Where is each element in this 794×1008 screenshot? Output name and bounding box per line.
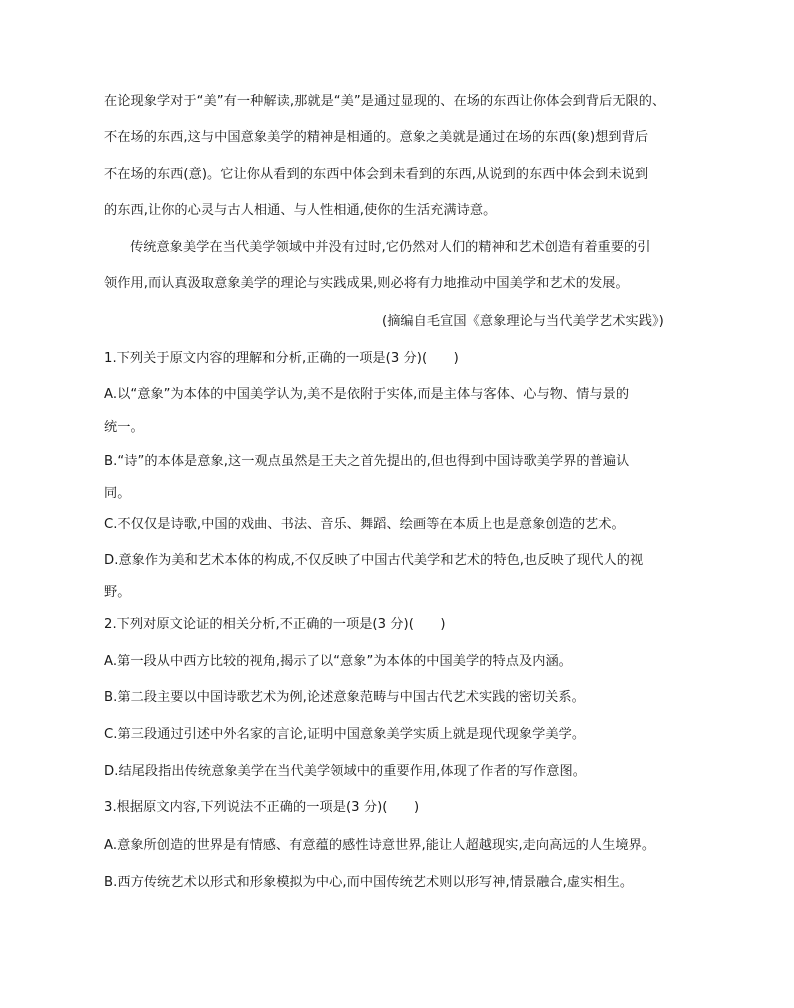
passage-line: 领作用,而认真汲取意象美学的理论与实践成果,则必将有力地推动中国美学和艺术的发展。 [104,276,629,291]
passage-line: 传统意象美学在当代美学领域中并没有过时,它仍然对人们的精神和艺术创造有着重要的引 [130,240,651,255]
option-b: B.“诗”的本体是意象,这一观点虽然是王夫之首先提出的,但也得到中国诗歌美学界的普遍认 [104,454,630,469]
passage-line: 不在场的东西,这与中国意象美学的精神是相通的。意象之美就是通过在场的东西(象)想到背后 [104,130,649,145]
option-b: B.第二段主要以中国诗歌艺术为例,论述意象范畴与中国古代艺术实践的密切关系。 [104,690,585,705]
option-b: B.西方传统艺术以形式和形象模拟为中心,而中国传统艺术则以形写神,情景融合,虚实相生。 [104,875,634,890]
option-d: D.结尾段指出传统意象美学在当代美学领域中的重要作用,体现了作者的写作意图。 [104,764,586,779]
option-a: A.以“意象”为本体的中国美学认为,美不是依附于实体,而是主体与客体、心与物、情与景的 [104,387,630,402]
question-stem: 3.根据原文内容,下列说法不正确的一项是(3 分)( ) [104,800,420,815]
question-stem: 2.下列对原文论证的相关分析,不正确的一项是(3 分)( ) [104,617,446,632]
option-d: D.意象作为美和艺术本体的构成,不仅反映了中国古代美学和艺术的特色,也反映了现代人的视 [104,553,644,568]
source-citation: (摘编自毛宣国《意象理论与当代美学艺术实践》) [382,314,664,329]
passage-line: 在论现象学对于“美”有一种解读,那就是“美”是通过显现的、在场的东西让你体会到背后无限的、 [104,94,666,109]
question-stem: 1.下列关于原文内容的理解和分析,正确的一项是(3 分)( ) [104,351,459,366]
option-a: A.第一段从中西方比较的视角,揭示了以“意象”为本体的中国美学的特点及内涵。 [104,654,572,669]
passage-line: 不在场的东西(意)。它让你从看到的东西中体会到未看到的东西,从说到的东西中体会到未说到 [104,167,649,182]
option-b-continued: 同。 [104,486,131,501]
passage-line: 的东西,让你的心灵与古人相通、与人性相通,使你的生活充满诗意。 [104,203,497,218]
option-d-continued: 野。 [104,585,131,600]
option-a-continued: 统一。 [104,420,144,435]
option-c: C.第三段通过引述中外名家的言论,证明中国意象美学实质上就是现代现象学美学。 [104,727,586,742]
option-a: A.意象所创造的世界是有情感、有意蕴的感性诗意世界,能让人超越现实,走向高远的人生境界。 [104,838,656,853]
option-c: C.不仅仅是诗歌,中国的戏曲、书法、音乐、舞蹈、绘画等在本质上也是意象创造的艺术。 [104,517,625,532]
